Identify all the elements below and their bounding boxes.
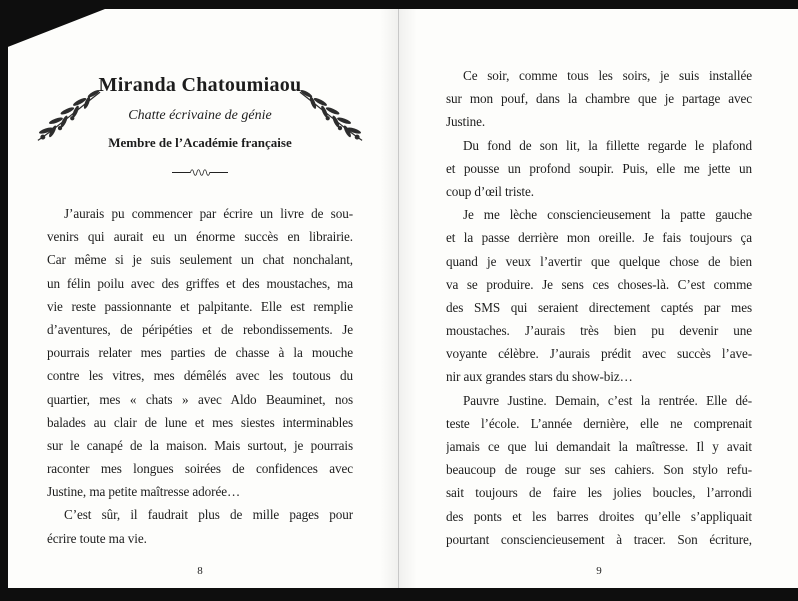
paragraph	[446, 203, 752, 389]
page-gutter	[398, 9, 399, 588]
text-line: et pousse un profond soupir. Puis, elle me jette un	[446, 160, 752, 176]
text-line: Pauvre Justine. Demain, c’est la rentrée. Elle dé-	[463, 392, 752, 408]
left-page-body	[47, 202, 353, 550]
text-line: beaucoup de rouge sur ses cahiers. Son stylo refu-	[446, 462, 752, 478]
text-line: C’est sûr, il faudrait plus de mille pages pour	[64, 507, 353, 523]
text-line: des ponts et les barres droites qu’elle s’appliquait	[446, 508, 752, 524]
chapter-subtitle: Chatte écrivaine de génie	[128, 108, 272, 123]
text-line: pourrais relater mes parties de chasse à la mouche	[47, 345, 353, 361]
text-line: vie reste passionnante et palpitante. Elle est remplie	[47, 298, 353, 314]
squiggle-divider-icon	[170, 166, 230, 178]
text-line: jamais ce que lui demandait la maîtresse. Il y avait	[446, 439, 752, 454]
text-line: sait toujours de faire les jolies boucles, l’arrondi	[446, 485, 752, 501]
right-page-body	[446, 64, 752, 551]
paragraph	[446, 134, 752, 204]
paragraph	[47, 202, 353, 503]
text-line: Justine.	[446, 114, 486, 130]
olive-branch-right-icon	[295, 84, 367, 146]
chapter-title: Miranda Chatoumiaou	[98, 74, 302, 96]
paragraph	[446, 64, 752, 134]
text-line: quand je veux l’avertir que quelque chose de bien	[446, 253, 752, 269]
text-line: J’aurais pu commencer par écrire un livre de sou-	[64, 206, 353, 221]
text-line: un félin poilu avec des griffes et des moustaches, ma	[47, 275, 353, 291]
divider-ornament	[47, 165, 353, 183]
text-line: Car même si je suis seulement un chat nonchalant,	[47, 252, 353, 268]
text-line: quartier, mes « chats » avec Aldo Beauminet, nos	[47, 391, 353, 407]
text-line: raconter mes longues soirées de confidences avec	[47, 461, 353, 477]
text-line: teste l’école. L’année dernière, elle ne comprenait	[446, 415, 752, 431]
text-line: balades au clair de lune et mes siestes interminables	[47, 414, 353, 430]
text-line: et la passe derrière mon oreille. Je fais toujours ça	[446, 230, 752, 246]
text-line: Du fond de son lit, la fillette regarde le plafond	[463, 137, 752, 153]
text-line: venirs qui aurait eu un énorme succès en librairie.	[47, 229, 353, 245]
text-line: va se produire. Je sens ces choses-là. C’est comme	[446, 276, 752, 292]
text-line: des SMS qui seraient directement captés par mes	[446, 299, 752, 315]
page-number-left: 8	[197, 565, 203, 577]
text-line: Je me lèche consciencieusement la patte gauche	[463, 207, 752, 223]
paragraph	[47, 503, 353, 549]
text-line: d’aventures, de péripéties et de rebondissements. Je	[47, 321, 353, 337]
text-line: voyante célèbre. J’aurais prédit avec succès l’ave-	[446, 346, 752, 362]
chapter-affiliation: Membre de l’Académie française	[108, 135, 292, 150]
olive-branch-left-icon	[33, 84, 105, 146]
text-line: écrire toute ma vie.	[47, 530, 147, 546]
text-line: Justine, ma petite maîtresse adorée…	[47, 484, 241, 500]
text-line: sur le canapé de la maison. Mais surtout, je pourrais	[47, 437, 353, 453]
text-line: coup d’œil triste.	[446, 183, 534, 199]
text-line: Ce soir, comme tous les soirs, je suis installée	[463, 68, 752, 83]
text-line: sur mon pouf, dans la chambre que je partage avec	[446, 91, 752, 107]
chapter-header	[47, 72, 353, 183]
text-line: nir aux grandes stars du show-biz…	[446, 369, 633, 385]
text-line: moustaches. J’aurais très bien pu devenir une	[446, 323, 752, 339]
text-line: pourtant consciencieusement à tracer. Son écriture,	[446, 531, 752, 547]
page-number-right: 9	[596, 565, 602, 577]
paragraph	[446, 389, 752, 551]
text-line: contre les vitres, mes démêlés avec les toutous du	[47, 368, 353, 384]
